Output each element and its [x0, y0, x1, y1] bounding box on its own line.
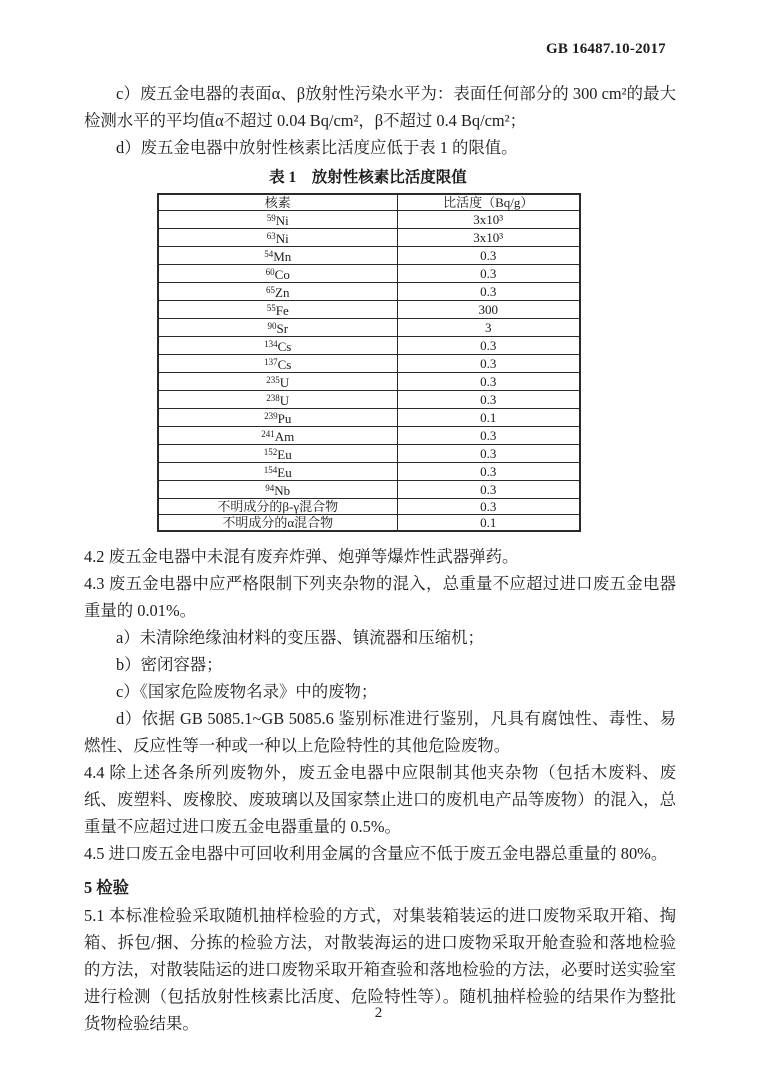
activity-value-cell: 0.3 [397, 355, 580, 373]
col-header-nuclide: 核素 [158, 194, 397, 211]
table-row [158, 355, 580, 373]
document-body [84, 80, 676, 1037]
table-row [158, 211, 580, 229]
table-row [158, 319, 580, 337]
nuclide-cell: $^{63}$Ni [158, 229, 397, 247]
table-row [158, 373, 580, 391]
nuclide-mass-superscript: 235 [266, 375, 280, 385]
table-1-block [157, 165, 579, 532]
clause-5-1: 5.1 本标准检验采取随机抽样检验的方式，对集装箱装运的进口废物采取开箱、掏箱、拆包/捆、分拣的检验方法，对散装海运的进口废物采取开舱查验和落地检验的方法，对散装陆运的进口废物采取开箱查验和落地检验的方法，必要时送实验室进行检测（包括放射性核素比活度、危险特性等）。随机抽样检验的结果作为整批货物检验结果。 [84, 906, 676, 1033]
table-row [158, 337, 580, 355]
clause-4-3-item-d: d）依据 GB 5085.1~GB 5085.6 鉴别标准进行鉴别，凡具有腐蚀性、毒性、易燃性、反应性等一种或一种以上危险特性的其他危险废物。 [84, 709, 676, 755]
table-row [158, 229, 580, 247]
nuclide-mass-superscript: 55 [266, 303, 276, 313]
nuclide-cell: $^{55}$Fe [158, 301, 397, 319]
activity-value-cell: 0.3 [397, 337, 580, 355]
nuclide-cell: $^{235}$U [158, 373, 397, 391]
table-row [158, 247, 580, 265]
activity-value-cell: 0.3 [397, 427, 580, 445]
activity-value-cell: 0.1 [397, 515, 580, 532]
table-row [158, 283, 580, 301]
activity-value-cell: 0.3 [397, 481, 580, 499]
nuclide-cell: 不明成分的β-γ混合物 [158, 499, 397, 515]
table-row [158, 265, 580, 283]
nuclide-cell: $^{241}$Am [158, 427, 397, 445]
doc-number: GB 16487.10-2017 [546, 41, 666, 57]
activity-value-cell: 0.3 [397, 283, 580, 301]
nuclide-cell: $^{137}$Cs [158, 355, 397, 373]
nuclide-cell: $^{134}$Cs [158, 337, 397, 355]
activity-value-cell: 0.3 [397, 247, 580, 265]
nuclide-mass-superscript: 154 [263, 465, 278, 475]
nuclide-mass-superscript: 90 [267, 321, 277, 331]
table-row [158, 481, 580, 499]
nuclide-cell: $^{152}$Eu [158, 445, 397, 463]
nuclide-mass-superscript: 134 [264, 339, 278, 349]
nuclide-cell: 不明成分的α混合物 [158, 515, 397, 532]
section-5-heading: 5 检验 [84, 878, 130, 897]
table-row [158, 499, 580, 515]
activity-value-cell: 0.1 [397, 409, 580, 427]
clause-4-3-item-b: b）密闭容器； [116, 655, 223, 674]
activity-value-cell: 0.3 [397, 499, 580, 515]
paragraph-item-c: c）废五金电器的表面α、β放射性污染水平为：表面任何部分的 300 cm²的最大检测水平的平均值α不超过 0.04 Bq/cm²，β不超过 0.4 Bq/cm²； [84, 84, 676, 130]
nuclide-cell: $^{94}$Nb [158, 481, 397, 499]
nuclide-cell: $^{60}$Co [158, 265, 397, 283]
paragraph-item-d: d）废五金电器中放射性核素比活度应低于表 1 的限值。 [116, 138, 518, 157]
nuclide-cell: $^{90}$Sr [158, 319, 397, 337]
activity-value-cell: 0.3 [397, 265, 580, 283]
clause-4-3: 4.3 废五金电器中应严格限制下列夹杂物的混入，总重量不应超过进口废五金电器重量的 0.01%。 [84, 574, 676, 620]
nuclide-mass-superscript: 63 [266, 231, 276, 241]
nuclide-mass-superscript: 65 [266, 285, 276, 295]
table-row [158, 301, 580, 319]
clause-4-3-item-a: a）未清除绝缘油材料的变压器、镇流器和压缩机； [116, 628, 484, 647]
page-number: 2 [374, 1005, 383, 1021]
table-row [158, 515, 580, 532]
nuclide-table-body [158, 211, 580, 532]
nuclide-mass-superscript: 59 [266, 213, 276, 223]
activity-value-cell: 0.3 [397, 445, 580, 463]
nuclide-cell: $^{154}$Eu [158, 463, 397, 481]
activity-value-cell: 0.3 [397, 391, 580, 409]
table-row [158, 427, 580, 445]
nuclide-cell: $^{238}$U [158, 391, 397, 409]
nuclide-mass-superscript: 94 [265, 483, 275, 493]
clause-4-4: 4.4 除上述各条所列废物外，废五金电器中应限制其他夹杂物（包括木废料、废纸、废塑料、废橡胶、废玻璃以及国家禁止进口的废机电产品等废物）的混入，总重量不应超过进口废五金电器重量的 0.5%。 [84, 763, 676, 836]
nuclide-mass-superscript: 137 [264, 357, 278, 367]
table-row [158, 391, 580, 409]
table-row [158, 445, 580, 463]
nuclide-activity-table [157, 193, 581, 532]
clause-4-2: 4.2 废五金电器中未混有废弃炸弹、炮弹等爆炸性武器弹药。 [84, 547, 519, 566]
table-row [158, 463, 580, 481]
nuclide-cell: $^{65}$Zn [158, 283, 397, 301]
activity-value-cell: 0.3 [397, 373, 580, 391]
activity-value-cell: 0.3 [397, 463, 580, 481]
clause-4-3-item-c: c）《国家危险废物名录》中的废物； [116, 682, 378, 701]
table-row [158, 409, 580, 427]
nuclide-mass-superscript: 238 [266, 393, 280, 403]
nuclide-mass-superscript: 239 [264, 411, 278, 421]
activity-value-cell: 300 [397, 301, 580, 319]
nuclide-mass-superscript: 152 [263, 447, 278, 457]
nuclide-mass-superscript: 241 [261, 429, 275, 439]
col-header-activity: 比活度（Bq/g） [397, 194, 580, 211]
table-header-row [158, 194, 580, 211]
table-1-title: 表 1 放射性核素比活度限值 [269, 169, 467, 186]
activity-value-cell: 3x10³ [397, 229, 580, 247]
nuclide-cell: $^{54}$Mn [158, 247, 397, 265]
nuclide-cell: $^{239}$Pu [158, 409, 397, 427]
activity-value-cell: 3x10³ [397, 211, 580, 229]
activity-value-cell: 3 [397, 319, 580, 337]
nuclide-mass-superscript: 54 [264, 249, 274, 259]
nuclide-mass-superscript: 60 [265, 267, 275, 277]
nuclide-cell: $^{59}$Ni [158, 211, 397, 229]
clause-4-5: 4.5 进口废五金电器中可回收利用金属的含量应不低于废五金电器总重量的 80%。 [84, 844, 668, 863]
